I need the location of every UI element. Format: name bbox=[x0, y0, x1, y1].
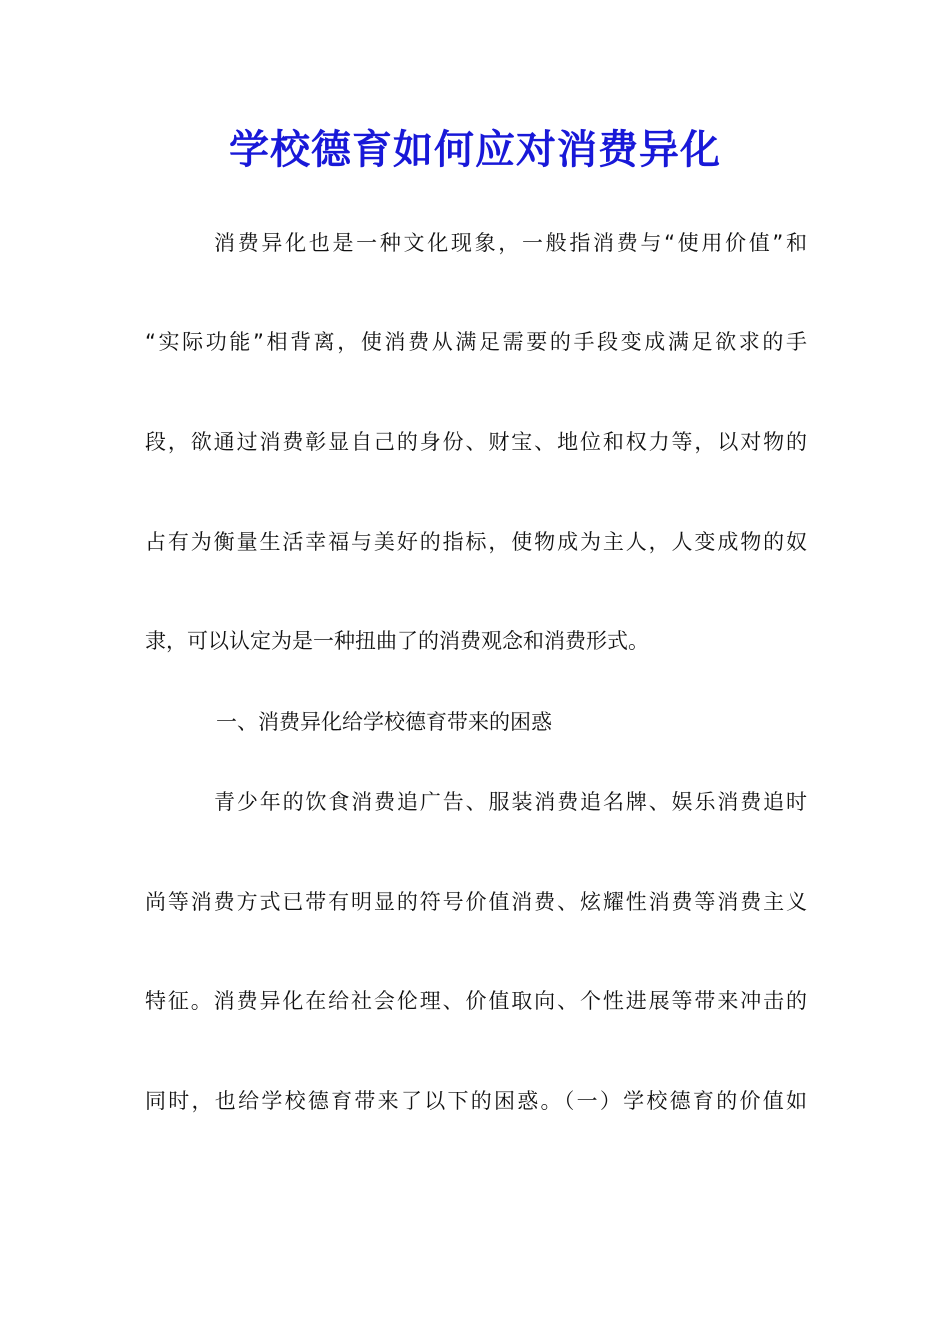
paragraph-line: 尚等消费方式已带有明显的符号价值消费、炫耀性消费等消费主义 bbox=[145, 890, 807, 914]
paragraph-line: 段，欲通过消费彰显自己的身份、财宝、地位和权力等，以对物的 bbox=[145, 430, 807, 454]
paragraph-line: “实际功能”相背离，使消费从满足需要的手段变成满足欲求的手 bbox=[145, 330, 807, 354]
paragraph-line: 占有为衡量生活幸福与美好的指标，使物成为主人，人变成物的奴 bbox=[145, 530, 807, 554]
paragraph-line: 青少年的饮食消费追广告、服装消费追名牌、娱乐消费追时 bbox=[214, 790, 807, 814]
section-heading: 一、消费异化给学校德育带来的困惑 bbox=[216, 710, 552, 734]
paragraph-line: 消费异化也是一种文化现象，一般指消费与“使用价值”和 bbox=[214, 231, 807, 255]
paragraph-line: 隶，可以认定为是一种扭曲了的消费观念和消费形式。 bbox=[145, 629, 649, 653]
paragraph-line: 特征。消费异化在给社会伦理、价值取向、个性进展等带来冲击的 bbox=[145, 989, 807, 1013]
document-title: 学校德育如何应对消费异化 bbox=[229, 126, 721, 173]
paragraph-line: 同时，也给学校德育带来了以下的困惑。（一）学校德育的价值如 bbox=[145, 1089, 807, 1113]
